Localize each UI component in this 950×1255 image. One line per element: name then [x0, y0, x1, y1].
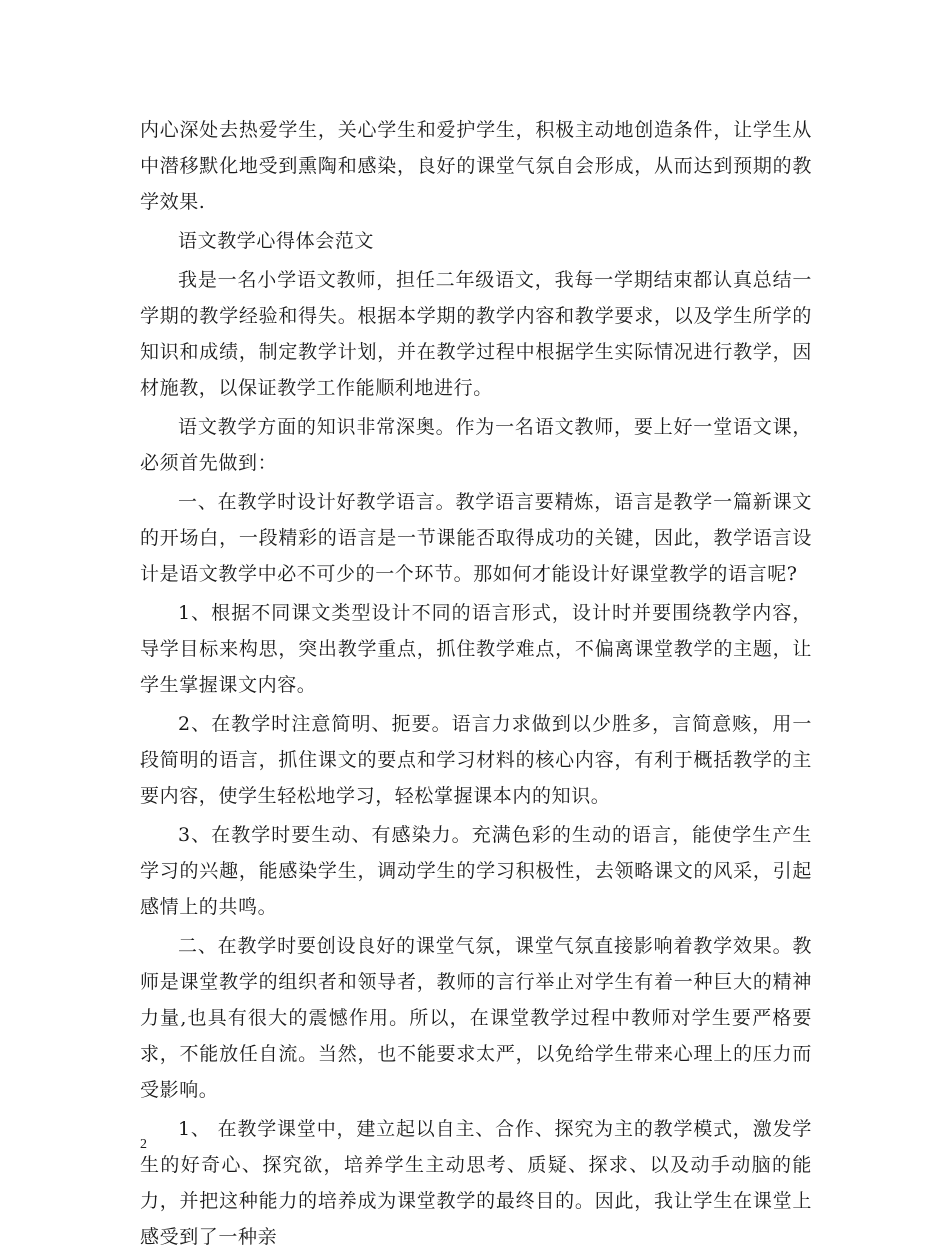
paragraph: 我是一名小学语文教师，担任二年级语文，我每一学期结束都认真总结一学期的教学经验和得失。根据本学期的教学内容和教学要求，以及学生所学的知识和成绩，制定教学计划，并在教学过程中根据学生实际情况进行教学，因材施教，以保证教学工作能顺利地进行。: [140, 269, 812, 399]
document-body: [140, 112, 812, 1255]
paragraph: 3、在教学时要生动、有感染力。充满色彩的生动的语言，能使学生产生学习的兴趣，能感染学生，调动学生的学习积极性，去领略课文的风采，引起感情上的共鸣。: [140, 824, 812, 918]
paragraph-intro-continuation: 内心深处去热爱学生，关心学生和爱护学生，积极主动地创造条件，让学生从中潜移默化地受到熏陶和感染，良好的课堂气氛自会形成，从而达到预期的教学效果.: [140, 119, 812, 213]
paragraph: 二、在教学时要创设良好的课堂气氛，课堂气氛直接影响着教学效果。教师是课堂教学的组织者和领导者，教师的言行举止对学生有着一种巨大的精神力量,也具有很大的震憾作用。所以，在课堂教学过程中教师对学生要严格要求，不能放任自流。当然，也不能要求太严，以免给学生带来心理上的压力而受影响。: [140, 935, 812, 1101]
paragraph: 1、 在教学课堂中，建立起以自主、合作、探究为主的教学模式，激发学生的好奇心、探究欲，培养学生主动思考、质疑、探求、以及动手动脑的能力，并把这种能力的培养成为课堂教学的最终目的。因此，我让学生在课堂上感受到了一种亲: [140, 1118, 812, 1248]
paragraph: 一、在教学时设计好教学语言。教学语言要精炼，语言是教学一篇新课文的开场白，一段精彩的语言是一节课能否取得成功的关键，因此，教学语言设计是语文教学中必不可少的一个环节。那如何才能设计好课堂教学的语言呢?: [140, 491, 812, 585]
paragraph: 2、在教学时注意简明、扼要。语言力求做到以少胜多，言简意赅，用一段简明的语言，抓住课文的要点和学习材料的核心内容，有利于概括教学的主要内容，使学生轻松地学习，轻松掌握课本内的知识。: [140, 713, 812, 807]
page-number: 2: [140, 1137, 147, 1152]
section-heading: 语文教学心得体会范文: [178, 230, 375, 252]
paragraph: 语文教学方面的知识非常深奥。作为一名语文教师，要上好一堂语文课，必须首先做到：: [140, 416, 812, 474]
paragraph: 1、根据不同课文类型设计不同的语言形式，设计时并要围绕教学内容，导学目标来构思，突出教学重点，抓住教学难点，不偏离课堂教学的主题，让学生掌握课文内容。: [140, 602, 812, 696]
